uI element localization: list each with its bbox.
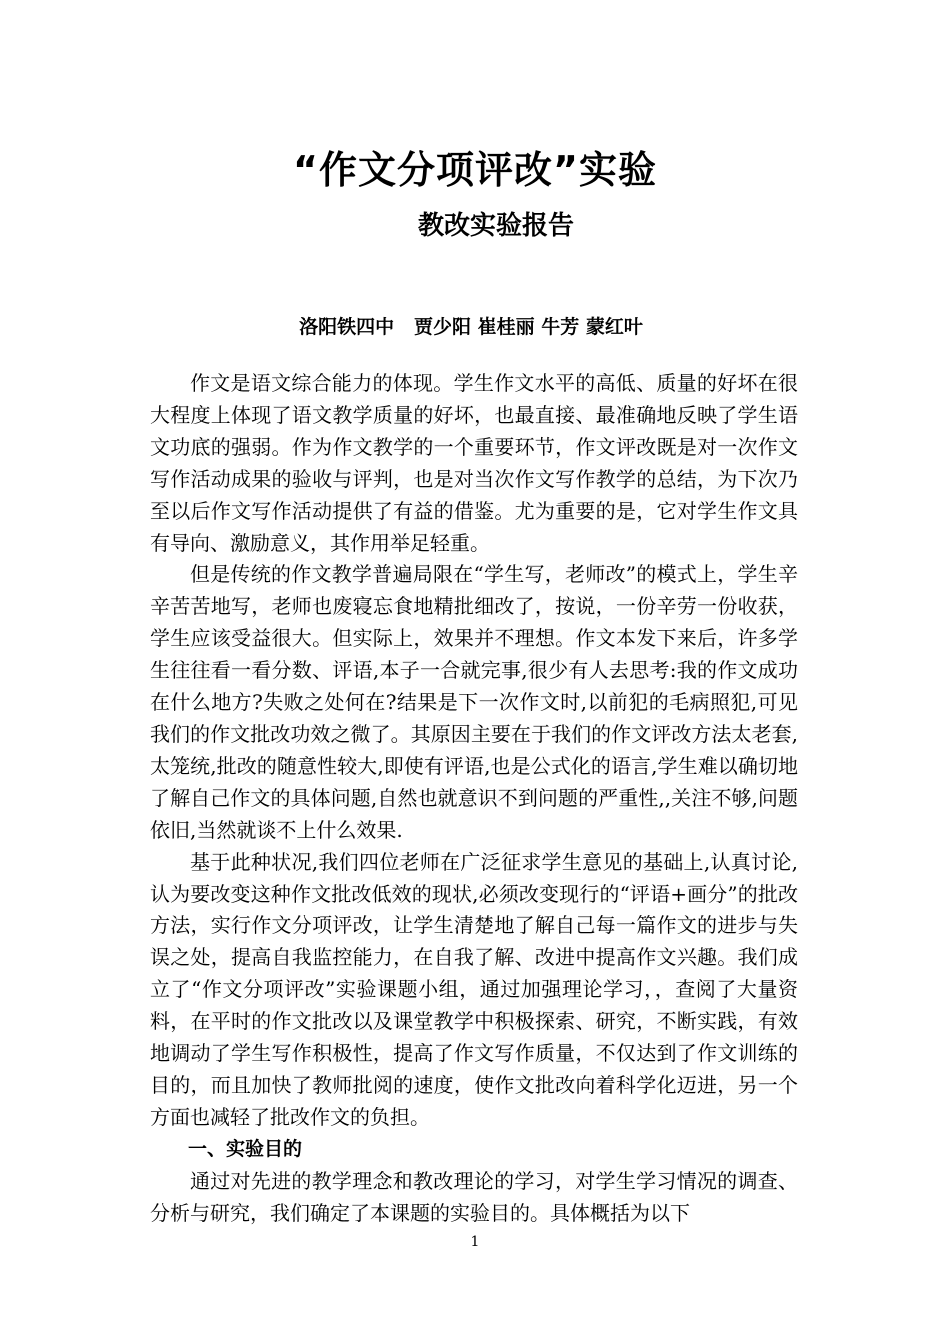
paragraph-section-purpose: 通过对先进的教学理念和教改理论的学习，对学生学习情况的调查、分析与研究，我们确定了本课题的实验目的。具体概括为以下 bbox=[150, 1168, 798, 1225]
body-text bbox=[150, 368, 798, 1229]
paragraph-problem: 但是传统的作文教学普遍局限在“学生写，老师改”的模式上，学生辛辛苦苦地写，老师也废寝忘食地精批细改了，按说，一份辛劳一份收获，学生应该受益很大。但实际上，效果并不理想。作文本发下来后，许多学生往往看一看分数、评语,本子一合就完事,很少有人去思考:我的作文成功在什么地方?失败之处何在?结果是下一次作文时,以前犯的毛病照犯,可见我们的作文批改功效之微了。其原因主要在于我们的作文评改方法太老套,太笼统,批改的随意性较大,即使有评语,也是公式化的语言,学生难以确切地了解自己作文的具体问题,自然也就意识不到问题的严重性,,关注不够,问题依旧,当然就谈不上什么效果. bbox=[150, 562, 798, 842]
author-line: 洛阳铁四中 贾少阳 崔桂丽 牛芳 蒙红叶 bbox=[299, 316, 643, 338]
page-number: 1 bbox=[470, 1234, 480, 1250]
paragraph-intro: 作文是语文综合能力的体现。学生作文水平的高低、质量的好坏在很大程度上体现了语文教学质量的好坏，也最直接、最准确地反映了学生语文功底的强弱。作为作文教学的一个重要环节，作文评改既是对一次作文写作活动成果的验收与评判，也是对当次作文写作教学的总结，为下次乃至以后作文写作活动提供了有益的借鉴。尤为重要的是，它对学生作文具有导向、激励意义，其作用举足轻重。 bbox=[150, 371, 798, 555]
document-title: “作文分项评改”实验 bbox=[293, 148, 657, 192]
document-subtitle: 教改实验报告 bbox=[417, 211, 574, 241]
paragraph-approach: 基于此种状况,我们四位老师在广泛征求学生意见的基础上,认真讨论,认为要改变这种作文批改低效的现状,必须改变现行的“评语+画分”的批改方法，实行作文分项评改，让学生清楚地了解自己每一篇作文的进步与失误之处，提高自我监控能力，在自我了解、改进中提高作文兴趣。我们成立了“作文分项评改”实验课题小组，通过加强理论学习，，查阅了大量资料，在平时的作文批改以及课堂教学中积极探索、研究，不断实践，有效地调动了学生写作积极性，提高了作文写作质量，不仅达到了作文训练的目的，而且加快了教师批阅的速度，使作文批改向着科学化迈进，另一个方面也减轻了批改作文的负担。 bbox=[150, 849, 798, 1129]
section-heading: 一、实验目的 bbox=[188, 1137, 303, 1160]
